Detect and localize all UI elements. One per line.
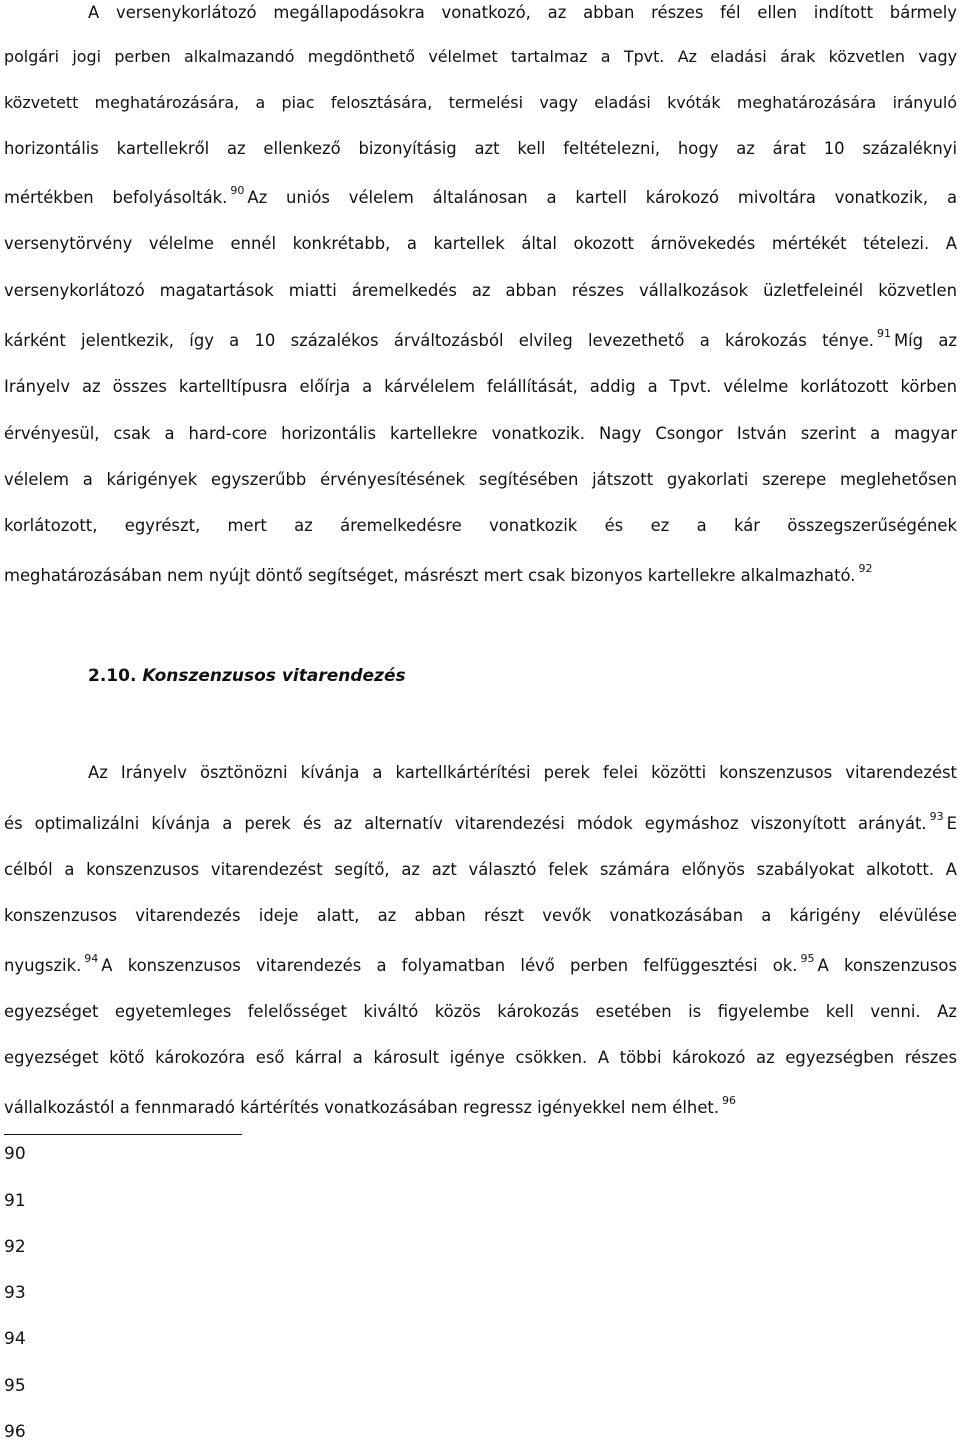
- footnote-ref[interactable]: 95: [800, 951, 815, 965]
- section-heading: [88, 663, 406, 689]
- section-title: Konszenzusos vitarendezés: [142, 666, 406, 686]
- text-fragment: A konszenzusos: [817, 956, 957, 975]
- text-line: [4, 1095, 957, 1121]
- text-line: versenytörvény vélelme ennél konkrétabb, a kartellek által okozott árnövekedés mértékét tételezi. A: [4, 234, 957, 253]
- text-line: konszenzusos vitarendezés ideje alatt, az abban részt vevők vonatkozásában a kárigény elévülése: [4, 906, 957, 925]
- text-fragment: nyugszik.: [4, 956, 82, 975]
- footnote-ref[interactable]: 96: [722, 1093, 737, 1107]
- text-line: vélelem a kárigények egyszerűbb érvényesítésének segítésében játszott gyakorlati szerepe meglehetősen: [4, 470, 957, 489]
- text-fragment: meghatározásában nem nyújt döntő segítséget, másrészt mert csak bizonyos kartellekre alkalmazható.: [4, 566, 856, 585]
- text-line: polgári jogi perben alkalmazandó megdönthető vélelmet tartalmaz a Tpvt. Az eladási árak közvetlen vagy: [4, 47, 957, 66]
- footnote-number: 91: [4, 1191, 26, 1211]
- text-line: horizontális kartellekről az ellenkező bizonyításig azt kell feltételezni, hogy az árat 10 százaléknyi: [4, 139, 957, 158]
- footnote-ref[interactable]: 90: [230, 183, 245, 197]
- footnote-number: 96: [4, 1422, 26, 1442]
- text-line: közvetett meghatározására, a piac felosztására, termelési vagy eladási kvóták meghatározására irányuló: [4, 93, 957, 112]
- footnote-number: 90: [4, 1144, 26, 1164]
- footnote-ref[interactable]: 93: [929, 809, 944, 823]
- text-fragment: kárként jelentkezik, így a 10 százalékos árváltozásból elvileg levezethető a károkozás ténye.: [4, 331, 874, 350]
- text-line: [4, 185, 957, 211]
- text-line: Az Irányelv ösztönözni kívánja a kartellkártérítési perek felei közötti konszenzusos vitarendezést: [88, 763, 957, 782]
- footnote-ref[interactable]: 94: [84, 951, 99, 965]
- text-fragment: és optimalizálni kívánja a perek és az alternatív vitarendezési módok egymáshoz viszonyított arányát.: [4, 814, 927, 833]
- text-fragment: E: [946, 814, 957, 833]
- text-fragment: Míg az: [893, 331, 957, 350]
- footnote-ref[interactable]: 92: [858, 561, 873, 575]
- text-fragment: vállalkozástól a fennmaradó kártérítés vonatkozásában regressz igényekkel nem élhet.: [4, 1098, 720, 1117]
- text-line: egyezséget egyetemleges felelősséget kiváltó közös károkozás esetében is figyelembe kell venni. Az: [4, 1002, 957, 1021]
- footnote-number: 92: [4, 1237, 26, 1257]
- text-fragment: A konszenzusos vitarendezés a folyamatban lévő perben felfüggesztési ok.: [101, 956, 798, 975]
- text-line: egyezséget kötő károkozóra eső kárral a károsult igénye csökken. A többi károkozó az egyezségben részes: [4, 1048, 957, 1067]
- footnote-separator: [4, 1134, 242, 1135]
- footnote-ref[interactable]: 91: [876, 326, 891, 340]
- text-fragment: mértékben befolyásolták.: [4, 188, 228, 207]
- text-line: [4, 953, 957, 979]
- text-line: [4, 811, 957, 837]
- text-fragment: Az uniós vélelem általánosan a kartell károkozó mivoltára vonatkozik, a: [247, 188, 957, 207]
- section-number: 2.10.: [88, 666, 137, 686]
- footnote-number: 95: [4, 1376, 26, 1396]
- footnote-number: 93: [4, 1283, 26, 1303]
- text-line: versenykorlátozó magatartások miatti áremelkedés az abban részes vállalkozások üzletfeleinél közvetlen: [4, 281, 957, 300]
- footnote-number: 94: [4, 1329, 26, 1349]
- text-line: célból a konszenzusos vitarendezést segítő, az azt választó felek számára előnyös szabályokat alkotott. A: [4, 860, 957, 879]
- text-line: A versenykorlátozó megállapodásokra vonatkozó, az abban részes fél ellen indított bármely: [88, 3, 957, 22]
- text-line: [4, 328, 957, 354]
- text-line: korlátozott, egyrészt, mert az áremelkedésre vonatkozik és ez a kár összegszerűségének: [4, 516, 957, 535]
- text-line: Irányelv az összes kartelltípusra előírja a kárvélelem felállítását, addig a Tpvt. vélelme korlátozott körben: [4, 377, 957, 396]
- text-line: [4, 563, 957, 589]
- text-line: érvényesül, csak a hard-core horizontális kartellekre vonatkozik. Nagy Csongor István szerint a magyar: [4, 424, 957, 443]
